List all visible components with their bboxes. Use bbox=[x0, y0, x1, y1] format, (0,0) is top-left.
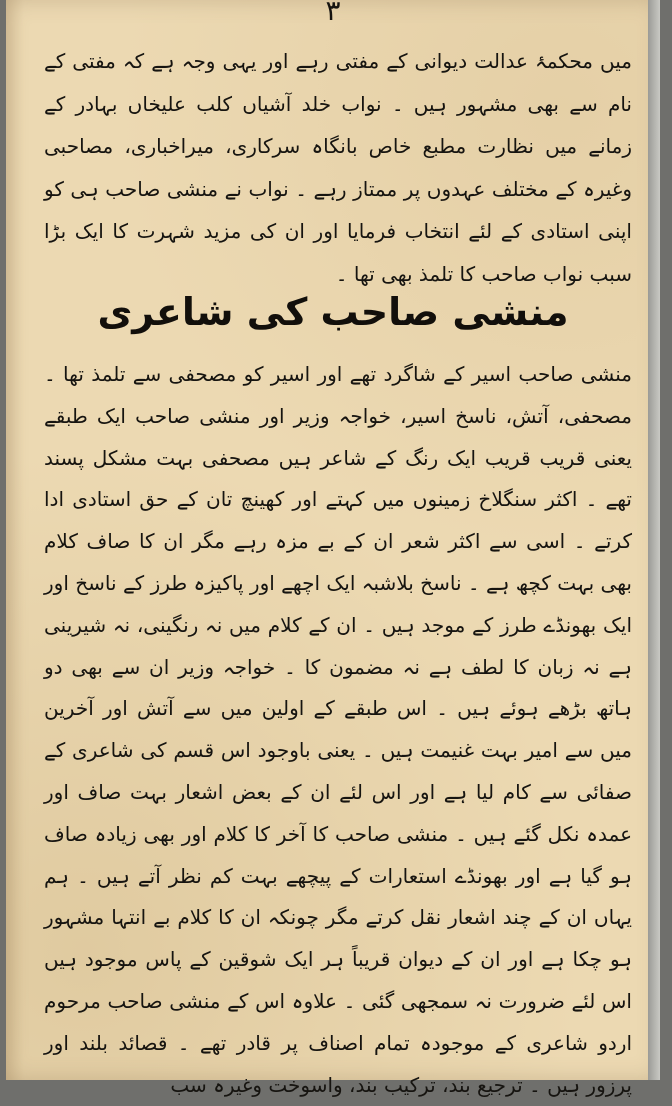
page-number: ۳ bbox=[325, 0, 341, 27]
paragraph-intro: میں محکمۂ عدالت دیوانی کے مفتی رہے اور یہی وجہ ہے کہ مفتی کے نام سے بھی مشہور ہیں ۔ نواب خلد آشیاں کلب علیخاں بہادر کے زمانے میں نظارت مطبع خاص بانگاہ سرکاری، میراخباری، مصاحبی وغیرہ کے مختلف عہدوں پر ممتاز رہے ۔ نواب نے منشی صاحب ہی کو اپنی استادی کے لئے انتخاب فرمایا اور ان کی مزید شہرت کا ایک بڑا سبب نواب صاحب کا تلمذ بھی تھا ۔ bbox=[44, 49, 632, 286]
page-edge-shadow bbox=[648, 0, 660, 1080]
book-page bbox=[6, 0, 660, 1097]
paragraph-poetry: منشی صاحب اسیر کے شاگرد تھے اور اسیر کو مصحفی سے تلمذ تھا ۔ مصحفی، آتش، ناسخ اسیر، خواجہ وزیر اور منشی صاحب ایک طبقے یعنی قریب قریب ایک رنگ کے شاعر ہیں مصحفی بہت مشکل پسند تھے ۔ اکثر سنگلاخ زمینوں میں کہتے اور کھینچ تان کے حق استادی ادا کرتے ۔ اسی سے اکثر شعر ان کے بے مزہ رہے مگر ان کا صاف کلام بھی بہت کچھ ہے ۔ ناسخ بلاشبہ ایک اچھے اور پاکیزہ طرز کے ناسخ اور ایک بھونڈے طرز کے موجد ہیں ۔ ان کے کلام میں نہ رنگینی، نہ شیرینی ہے نہ زبان کا لطف ہے نہ مضمون کا ۔ خواجہ وزیر ان سے بھی دو ہاتھ بڑھے ہوئے ہیں ۔ اس طبقے کے اولین میں سے آتش اور آخرین میں سے امیر بہت غنیمت ہیں ۔ یعنی باوجود اس قسم کی شاعری کے صفائی سے کام لیا ہے اور اس لئے ان کے بعض اشعار بہت صاف اور عمدہ نکل گئے ہیں ۔ منشی صاحب کا آخر کا کلام اور بھی زیادہ صاف ہو گیا ہے اور بھونڈے استعارات کے پیچھے بہت کم نظر آتے ہیں ۔ ہم یہاں ان کے چند اشعار نقل کرتے مگر چونکہ ان کا کلام بے انتہا مشہور ہو چکا ہے اور ان کے دیوان قریباً ہر ایک شوقین کے پاس موجود ہیں اس لئے ضرورت نہ سمجھی گئی ۔ علاوہ اس کے منشی صاحب مرحوم اردو شاعری کے موجودہ تمام اصناف پر قادر تھے ۔ قصائد بلند اور پرزور ہیں ۔ ترجیع بند، ترکیب بند، واسوخت وغیرہ سب bbox=[44, 362, 632, 1097]
section-heading: منشی صاحب کی شاعری bbox=[97, 290, 569, 334]
